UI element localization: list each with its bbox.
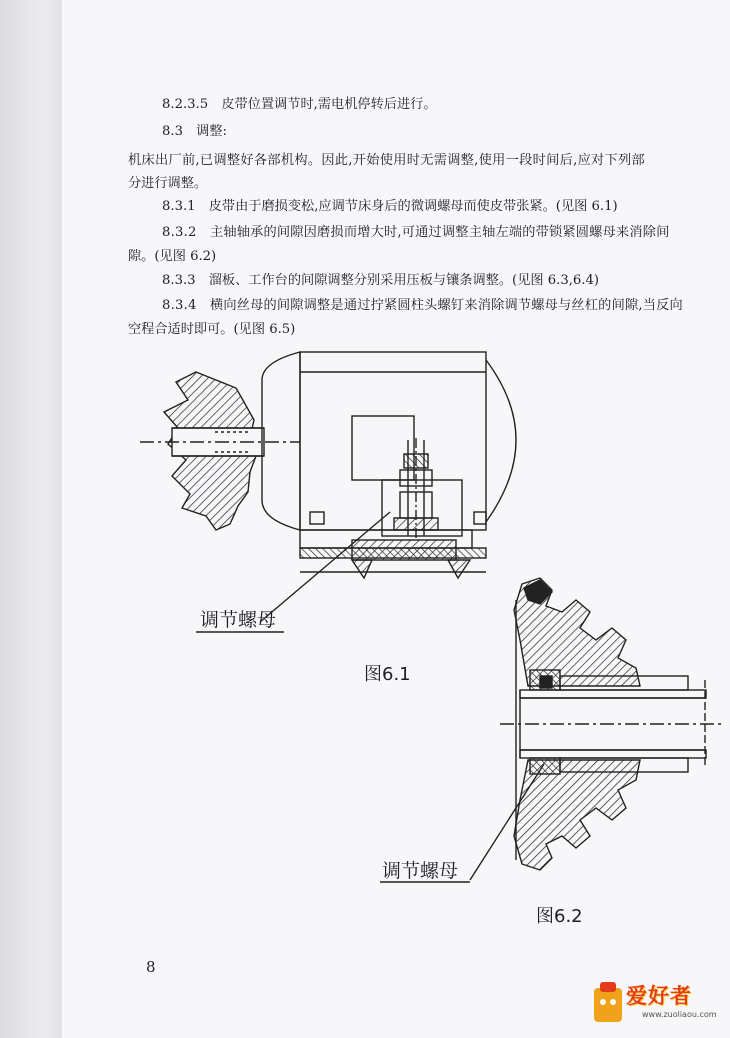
text-line-7: 隙。(见图 6.2)	[128, 249, 217, 264]
text-line-3: 机床出厂前,已调整好各部机构。因此,开始使用时无需调整,使用一段时间后,应对下列部	[128, 153, 646, 168]
text-line-1: 8.2.3.5 皮带位置调节时,需电机停转后进行。	[162, 97, 437, 112]
text-line-5: 8.3.1 皮带由于磨损变松,应调节床身后的微调螺母而使皮带张紧。(见图 6.1)	[162, 199, 618, 214]
logo-brand: 爱好者	[626, 984, 692, 1008]
text-line-8: 8.3.3 溜板、工作台的间隙调整分别采用压板与镶条调整。(见图 6.3,6.4)	[162, 273, 600, 288]
text-line-4: 分进行调整。	[128, 176, 208, 191]
figure-6-1-callout: 调节螺母	[200, 609, 277, 631]
text-line-6: 8.3.2 主轴轴承的间隙因磨损而增大时,可通过调整主轴左端的带锁紧圆螺母来消除间	[162, 225, 670, 240]
page-number: 8	[146, 958, 156, 976]
text-line-10: 空程合适时即可。(见图 6.5)	[128, 322, 296, 337]
figure-6-2-callout: 调节螺母	[382, 860, 459, 882]
figure-6-2-caption: 图6.2	[536, 906, 583, 927]
watermark-logo	[590, 978, 722, 1028]
figure-6-1-caption: 图6.1	[364, 664, 411, 685]
logo-icon	[590, 980, 626, 1026]
logo-url: www.zuoliaou.com	[642, 1010, 717, 1019]
section-heading: 8.3 调整:	[162, 124, 227, 139]
text-line-9: 8.3.4 横向丝母的间隙调整是通过拧紧圆柱头螺钉来消除调节螺母与丝杠的间隙,当反向	[162, 298, 683, 313]
